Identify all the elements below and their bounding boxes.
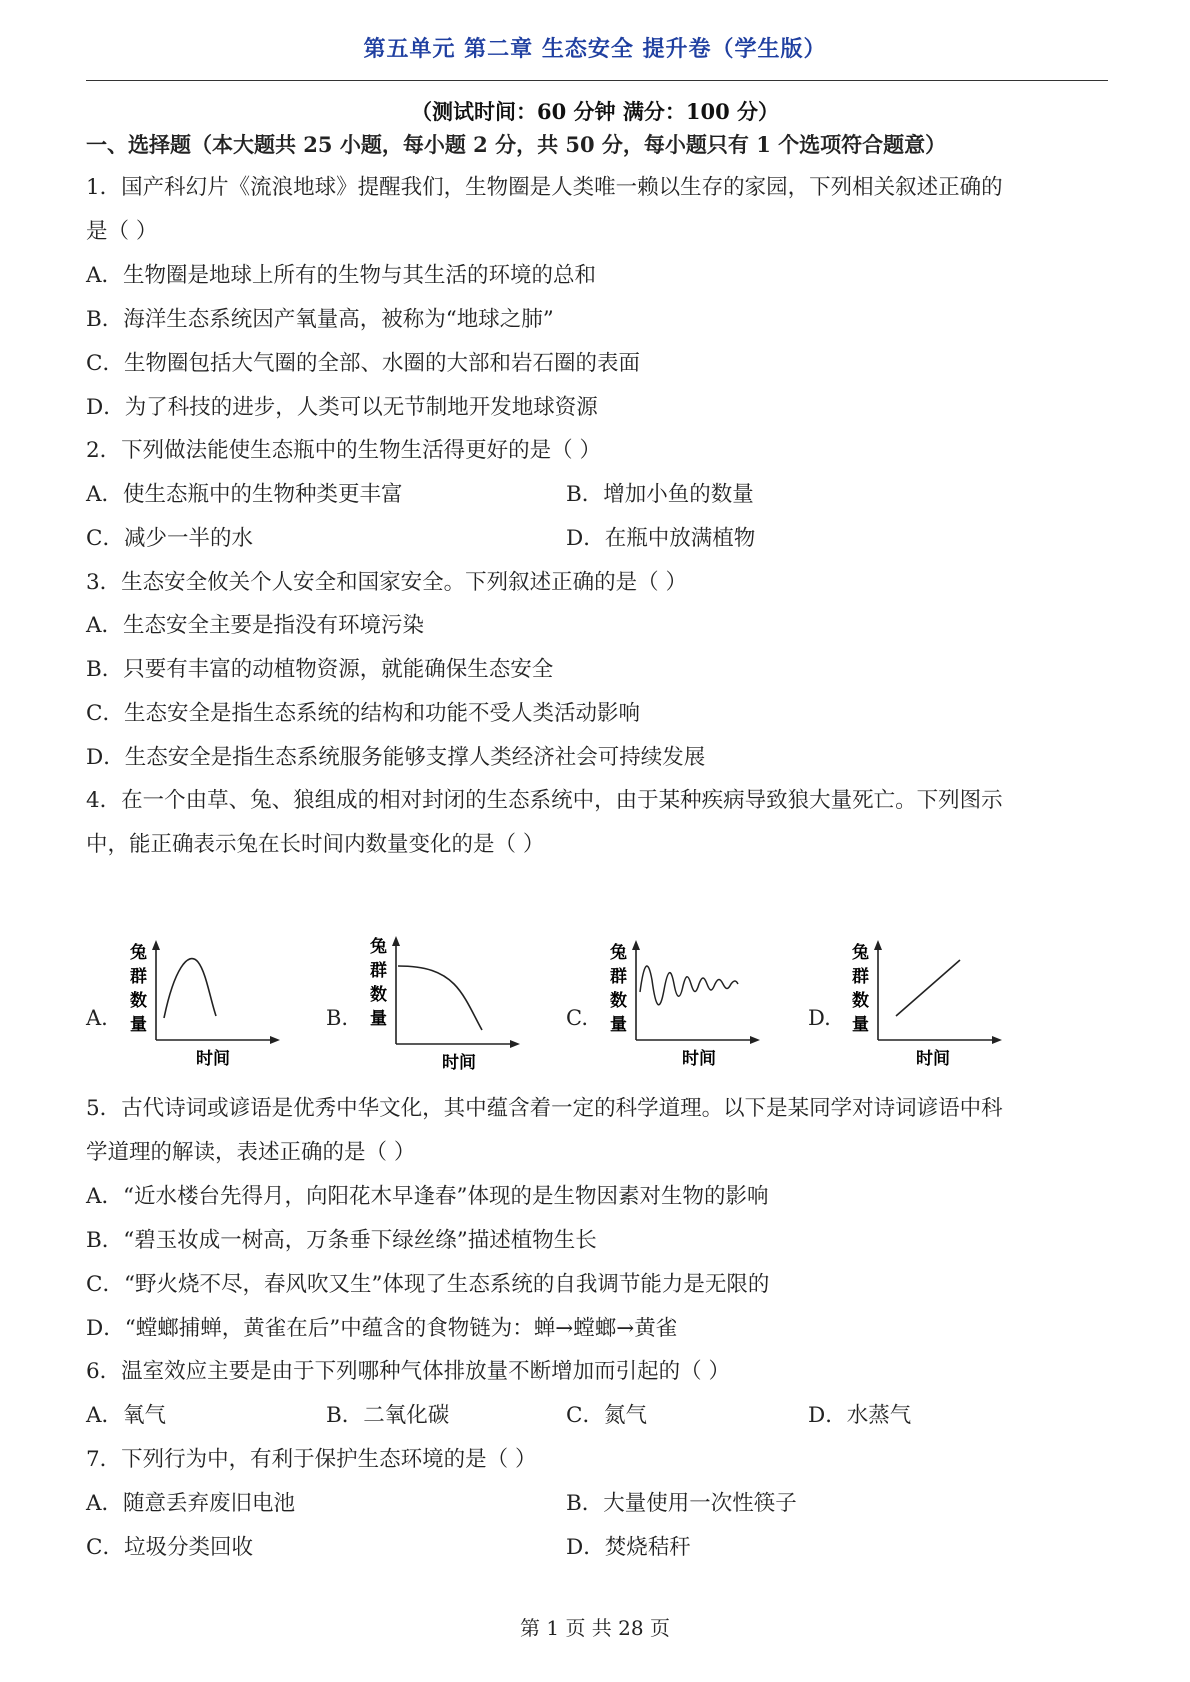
graph-a-label: A. [86, 1006, 108, 1030]
y-axis-char: 数 [610, 991, 627, 1011]
question-5-stem-line-1: 5．古代诗词或谚语是优秀中华文化，其中蕴含着一定的科学道理。以下是某同学对诗词谚语中科 [86, 1096, 1003, 1121]
graph-c-label: C. [566, 1006, 588, 1030]
y-axis-arrow [632, 940, 640, 950]
y-axis-arrow [874, 940, 882, 950]
question-1-option-b: B．海洋生态系统因产氧量高，被称为“地球之肺” [86, 307, 554, 332]
line-increase [896, 960, 960, 1016]
graph-b-plot [370, 937, 520, 1073]
question-6-option-a: A．氧气 [86, 1403, 167, 1428]
question-5-stem-line-2: 学道理的解读，表述正确的是（ ） [86, 1140, 416, 1165]
question-4-stem-line-1: 4．在一个由草、兔、狼组成的相对封闭的生态系统中，由于某种疾病导致狼大量死亡。下列图示 [86, 788, 1003, 813]
y-axis-char: 兔 [852, 943, 869, 963]
graph-a-plot [130, 940, 280, 1070]
y-axis-char: 兔 [130, 943, 147, 963]
graph-option-a [86, 940, 326, 1070]
question-6-option-b: B．二氧化碳 [326, 1403, 450, 1428]
y-axis-char: 兔 [370, 937, 387, 957]
question-7-option-c: C．垃圾分类回收 [86, 1535, 253, 1560]
graph-option-b [326, 937, 566, 1073]
question-6-option-d: D．水蒸气 [808, 1403, 912, 1428]
section-heading: 一、选择题（本大题共 25 小题，每小题 2 分，共 50 分，每小题只有 1 个选项符合题意） [86, 132, 947, 157]
y-axis-char: 量 [130, 1015, 147, 1035]
question-3-stem: 3．生态安全攸关个人安全和国家安全。下列叙述正确的是（ ） [86, 570, 688, 595]
question-5-option-d: D．“螳螂捕蝉，黄雀在后”中蕴含的食物链为：蝉→螳螂→黄雀 [86, 1316, 678, 1341]
question-2-option-a: A．使生态瓶中的生物种类更丰富 [86, 482, 403, 507]
question-3-option-a: A．生态安全主要是指没有环境污染 [86, 613, 425, 638]
question-2-option-b: B．增加小鱼的数量 [566, 482, 754, 507]
y-axis-char: 数 [370, 985, 387, 1005]
x-axis-arrow [992, 1036, 1002, 1044]
x-axis-label: 时间 [916, 1049, 950, 1069]
x-axis-label: 时间 [442, 1053, 476, 1073]
graph-b-label: B. [326, 1006, 349, 1030]
question-7-stem: 7．下列行为中，有利于保护生态环境的是（ ） [86, 1447, 537, 1472]
y-axis-char: 群 [370, 961, 387, 981]
x-axis-arrow [510, 1040, 520, 1048]
question-5-option-c: C．“野火烧不尽，春风吹又生”体现了生态系统的自我调节能力是无限的 [86, 1272, 770, 1297]
graph-option-c [566, 940, 806, 1070]
question-7-option-a: A．随意丢弃废旧电池 [86, 1491, 296, 1516]
y-axis-char: 群 [852, 967, 869, 987]
question-1-option-a: A．生物圈是地球上所有的生物与其生活的环境的总和 [86, 263, 597, 288]
question-3-option-d: D．生态安全是指生态系统服务能够支撑人类经济社会可持续发展 [86, 745, 706, 770]
y-axis-char: 量 [370, 1009, 387, 1029]
question-1-stem-line-1: 1．国产科幻片《流浪地球》提醒我们，生物圈是人类唯一赖以生存的家园，下列相关叙述正确的 [86, 175, 1003, 200]
question-5-option-b: B．“碧玉妆成一树高，万条垂下绿丝绦”描述植物生长 [86, 1228, 597, 1253]
question-1-option-c: C．生物圈包括大气圈的全部、水圈的大部和岩石圈的表面 [86, 351, 640, 376]
question-1-option-d: D．为了科技的进步，人类可以无节制地开发地球资源 [86, 395, 598, 420]
test-info: （测试时间：60 分钟 满分：100 分） [411, 99, 779, 124]
question-6-option-c: C．氮气 [566, 1403, 647, 1428]
question-2-stem: 2．下列做法能使生态瓶中的生物生活得更好的是（ ） [86, 438, 602, 463]
y-axis-char: 数 [130, 991, 147, 1011]
curve-rise-fall [164, 959, 216, 1018]
question-3-option-c: C．生态安全是指生态系统的结构和功能不受人类活动影响 [86, 701, 640, 726]
question-1-stem-line-2: 是（ ） [86, 219, 158, 244]
graph-option-d [808, 940, 1048, 1070]
x-axis-arrow [270, 1036, 280, 1044]
y-axis-char: 兔 [610, 943, 627, 963]
graph-c-plot [610, 940, 760, 1070]
question-6-stem: 6．温室效应主要是由于下列哪种气体排放量不断增加而引起的（ ） [86, 1359, 731, 1384]
y-axis-char: 量 [852, 1015, 869, 1035]
y-axis-arrow [152, 940, 160, 950]
document-title: 第五单元 第二章 生态安全 提升卷（学生版） [363, 37, 827, 62]
question-3-option-b: B．只要有丰富的动植物资源，就能确保生态安全 [86, 657, 554, 682]
y-axis-char: 群 [610, 967, 627, 987]
x-axis-arrow [750, 1036, 760, 1044]
question-5-option-a: A．“近水楼台先得月，向阳花木早逢春”体现的是生物因素对生物的影响 [86, 1184, 769, 1209]
question-2-option-c: C．减少一半的水 [86, 526, 253, 551]
question-7-option-d: D．焚烧秸秆 [566, 1535, 691, 1560]
page-number: 第 1 页 共 28 页 [520, 1616, 670, 1640]
question-7-option-b: B．大量使用一次性筷子 [566, 1491, 797, 1516]
x-axis-label: 时间 [682, 1049, 716, 1069]
graph-d-plot [852, 940, 1002, 1070]
y-axis-char: 数 [852, 991, 869, 1011]
y-axis-char: 群 [130, 967, 147, 987]
curve-decline [398, 966, 482, 1030]
y-axis-arrow [392, 936, 400, 946]
x-axis-label: 时间 [196, 1049, 230, 1069]
graph-d-label: D. [808, 1006, 831, 1030]
header-divider [86, 80, 1108, 81]
y-axis-char: 量 [610, 1015, 627, 1035]
question-2-option-d: D．在瓶中放满植物 [566, 526, 756, 551]
curve-oscillation [640, 966, 738, 1005]
question-4-stem-line-2: 中，能正确表示兔在长时间内数量变化的是（ ） [86, 832, 545, 857]
